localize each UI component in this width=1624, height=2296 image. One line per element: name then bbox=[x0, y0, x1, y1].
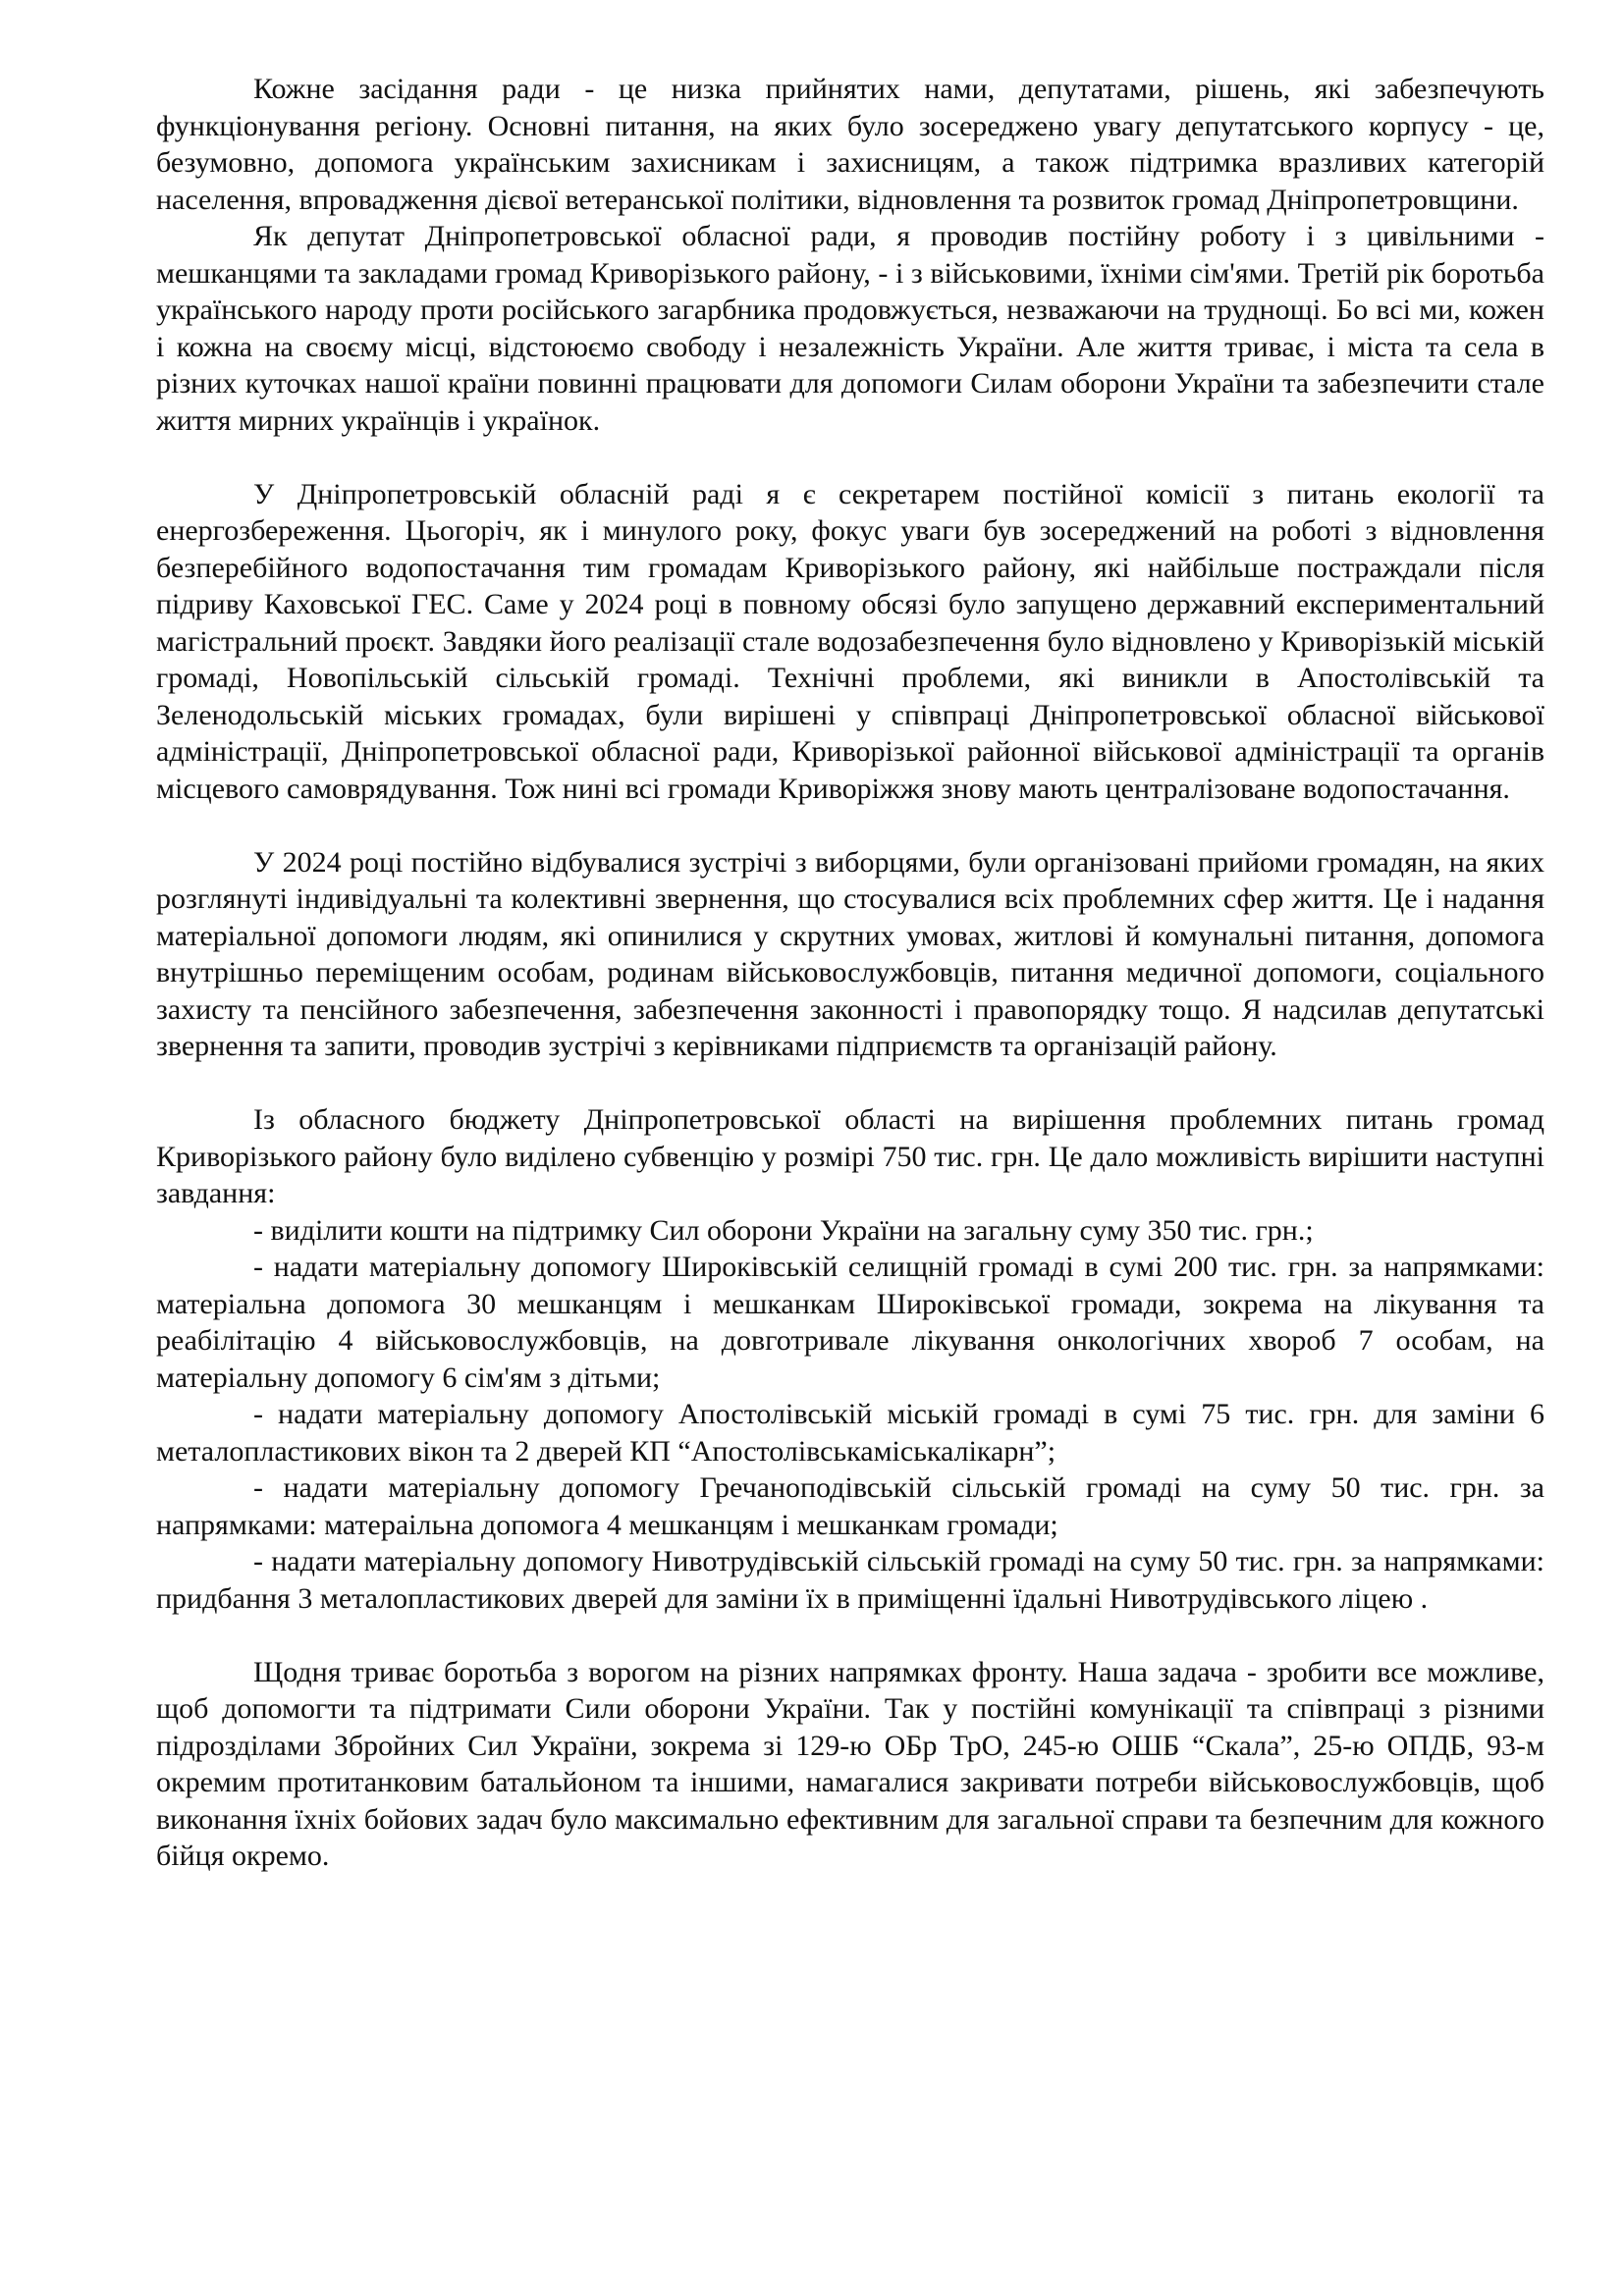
paragraph-deputy-work: Як депутат Дніпропетровської обласної ради, я проводив постійну роботу і з цивільними - мешканцями та закладами громад Криворізького району, - і з військовими, їхніми сім'ями. Третій рік боротьба українського народу проти російського загарбника продовжується, незважаючи на труднощі. Бо всі ми, кожен і кожна на своєму місці, відстоюємо свободу і незалежність України. Але життя триває, і міста та села в різних куточках нашої країни повинні працювати для допомоги Силам оборони України та забезпечити стале життя мирних українців і українок. bbox=[156, 220, 1544, 437]
paragraph-spacer bbox=[156, 439, 1544, 476]
paragraph-regional-budget: Із обласного бюджету Дніпропетровської області на вирішення проблемних питань громад Криворізького району було виділено субвенцію у розмірі 750 тис. грн. Це дало можливість вирішити наступні завдання: bbox=[156, 1103, 1544, 1209]
budget-task-item: - надати матеріальну допомогу Широківській селищній громаді в сумі 200 тис. грн. за напрямками: матеріальна допомога 30 мешканцям і мешканкам Широківської громади, зокрема на лікування та реабілітацію 4 військовослужбовців, на довготривале лікування онкологічних хвороб 7 особам, на матеріальну допомогу 6 сім'ям з дітьми; bbox=[156, 1251, 1544, 1394]
budget-task-item: - надати матеріальну допомогу Апостолівській міській громаді в сумі 75 тис. грн. для заміни 6 металопластикових вікон та 2 дверей КП “Апостолівськаміськалікарн”; bbox=[156, 1398, 1544, 1468]
budget-task-list bbox=[156, 1212, 1544, 1618]
budget-task-item: - надати матеріальну допомогу Нивотрудівській сільській громаді на суму 50 тис. грн. за напрямками: придбання 3 металопластикових дверей для заміни їх в приміщенні їдальні Нивотрудівського ліцею . bbox=[156, 1545, 1544, 1615]
document-page bbox=[156, 71, 1544, 1875]
budget-task-item: - надати матеріальну допомогу Гречаноподівській сільській громаді на суму 50 тис. грн. за напрямками: матераільна допомога 4 мешканцям і мешканкам громади; bbox=[156, 1471, 1544, 1541]
paragraph-voter-meetings: У 2024 році постійно відбувалися зустрічі з виборцями, були організовані прийоми громадян, на яких розглянуті індивідуальні та колективні звернення, що стосувалися всіх проблемних сфер життя. Це і надання матеріальної допомоги людям, які опинилися у скрутних умовах, житлові й комунальні питання, допомога внутрішньо переміщеним особам, родинам військовослужбовців, питання медичної допомоги, соціального захисту та пенсійного забезпечення, забезпечення законності і правопорядку тощо. Я надсилав депутатські звернення та запити, проводив зустрічі з керівниками підприємств та організацій району. bbox=[156, 845, 1544, 1062]
paragraph-spacer bbox=[156, 1065, 1544, 1102]
paragraph-water-supply: У Дніпропетровській обласній раді я є секретарем постійної комісії з питань екології та енергозбереження. Цьогоріч, як і минулого року, фокус уваги був зосереджений на роботі з відновлення безперебійного водопостачання тим громадам Криворізького району, які найбільше постраждали після підриву Каховської ГЕС. Саме у 2024 році в повному обсязі було запущено державний експериментальний магістральний проєкт. Завдяки його реалізації стале водозабезпечення було відновлено у Криворізькій міській громаді, Новопільській сільській громаді. Технічні проблеми, які виникли в Апостолівській та Зеленодольській міських громадах, були вирішені у співпраці Дніпропетровської обласної військової адміністрації, Дніпропетровської обласної ради, Криворізької районної військової адміністрації та органів місцевого самоврядування. Тож нині всі громади Криворіжжя знову мають централізоване водопостачання. bbox=[156, 477, 1544, 805]
paragraph-spacer bbox=[156, 807, 1544, 844]
paragraph-spacer bbox=[156, 1617, 1544, 1654]
paragraph-armed-forces-support: Щодня триває боротьба з ворогом на різних напрямках фронту. Наша задача - зробити все можливе, щоб допомогти та підтримати Сили оборони України. Так у постійні комунікації та співпраці з різними підрозділами Збройних Сил України, зокрема зі 129-ю ОБр ТрО, 245-ю ОШБ “Скала”, 25-ю ОПДБ, 93-м окремим протитанковим батальйоном та іншими, намагалися закривати потреби військовослужбовців, щоб виконання їхніх бойових задач було максимально ефективним для загальної справи та безпечним для кожного бійця окремо. bbox=[156, 1655, 1544, 1872]
paragraph-council-sessions: Кожне засідання ради - це низка прийнятих нами, депутатами, рішень, які забезпечують функціонування регіону. Основні питання, на яких було зосереджено увагу депутатського корпусу - це, безумовно, допомога українським захисникам і захисницям, а також підтримка вразливих категорій населення, впровадження дієвої ветеранської політики, відновлення та розвиток громад Дніпропетровщини. bbox=[156, 73, 1544, 216]
budget-task-item: - виділити кошти на підтримку Сил оборони України на загальну суму 350 тис. грн.; bbox=[253, 1213, 1314, 1247]
